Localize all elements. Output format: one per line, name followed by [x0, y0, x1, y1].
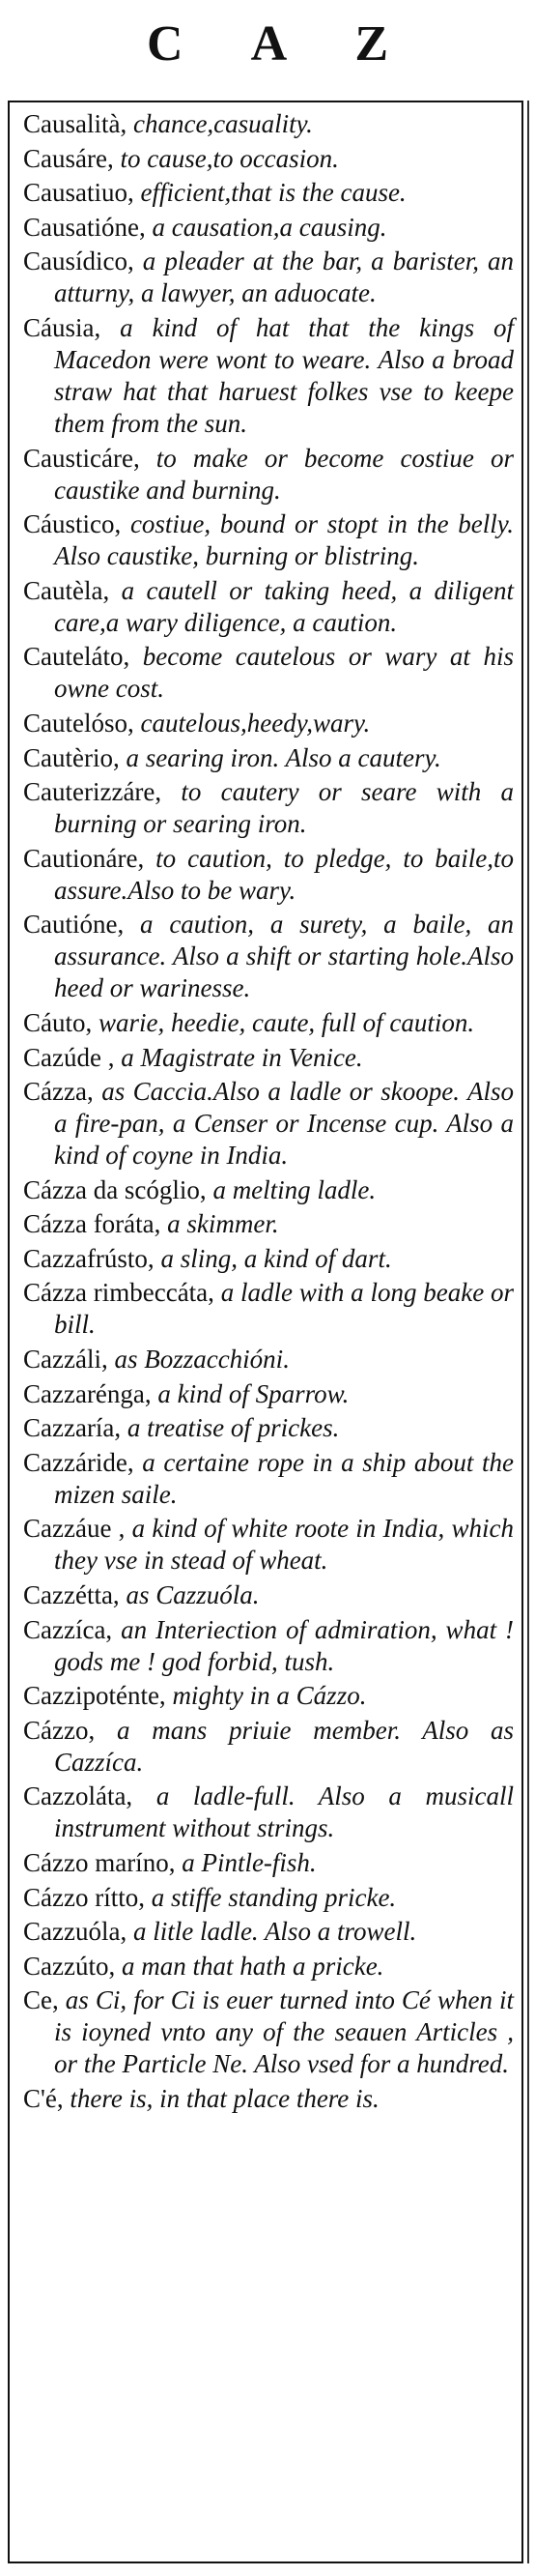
- dictionary-entry: [23, 843, 514, 907]
- entry-headword: Causticáre,: [23, 443, 140, 473]
- entry-definition: to caution, to pledge, to baile,to assure.Also to be wary.: [54, 843, 515, 905]
- entry-headword: Cázza foráta,: [23, 1209, 161, 1239]
- entry-definition: costiue, bound or stopt in the belly. Also caustike, burning or blistring.: [54, 509, 514, 571]
- entry-headword: Cázza,: [23, 1077, 94, 1107]
- entry-headword: Cazzétta,: [23, 1580, 120, 1610]
- dictionary-entry: [23, 1412, 514, 1444]
- dictionary-entry: [23, 246, 514, 309]
- dictionary-entry: [23, 575, 514, 639]
- entry-definition: warie, heedie, caute, full of caution.: [99, 1007, 475, 1037]
- entry-definition: cautelous,heedy,wary.: [140, 708, 371, 738]
- dictionary-entry: [23, 1007, 514, 1039]
- dictionary-entry: [23, 1847, 514, 1879]
- entry-headword: Cázza da scóglio,: [23, 1174, 207, 1204]
- dictionary-entry: [23, 1614, 514, 1678]
- dictionary-entry: [23, 312, 514, 440]
- entry-headword: Cáustico,: [23, 509, 122, 539]
- entry-definition: an Interiection of admiration, what ! gods me ! god forbid, tush.: [54, 1614, 514, 1676]
- column-rule: [527, 101, 529, 2563]
- dictionary-entry: [23, 1951, 514, 1983]
- entry-definition: a Pintle-fish.: [182, 1848, 317, 1877]
- entry-definition: a kind of Sparrow.: [157, 1378, 350, 1408]
- entry-headword: Cázza rimbeccáta,: [23, 1278, 214, 1308]
- dictionary-entry: [23, 177, 514, 209]
- entry-headword: Cautionáre,: [23, 843, 145, 873]
- entry-headword: Cazzafrústo,: [23, 1243, 155, 1273]
- entry-definition: a stiffe standing pricke.: [151, 1882, 397, 1912]
- entry-definition: a pleader at the bar, a barister, an atturny, a lawyer, an aduocate.: [54, 246, 514, 308]
- dictionary-entry: [23, 742, 514, 774]
- entry-headword: Cazzaría,: [23, 1413, 122, 1443]
- dictionary-entry: [23, 1042, 514, 1074]
- entry-definition: a cautell or taking heed, a diligent care,a wary diligence, a caution.: [54, 575, 514, 637]
- entry-list: [23, 108, 514, 2118]
- dictionary-entry: [23, 1174, 514, 1206]
- entry-headword: Cautèrio,: [23, 742, 120, 772]
- dictionary-entry: [23, 143, 514, 175]
- entry-headword: Cázzo rítto,: [23, 1882, 145, 1912]
- dictionary-entry: [23, 1277, 514, 1341]
- entry-definition: to cautery or seare with a burning or searing iron.: [54, 777, 514, 839]
- dictionary-entry: [23, 909, 514, 1004]
- entry-definition: chance,casuality.: [132, 109, 313, 138]
- entry-headword: Cazzíca,: [23, 1614, 113, 1644]
- dictionary-entry: [23, 1680, 514, 1712]
- page-header: [0, 0, 535, 97]
- dictionary-entry: [23, 1378, 514, 1410]
- entry-definition: a sling, a kind of dart.: [160, 1243, 392, 1273]
- dictionary-entry: [23, 212, 514, 244]
- dictionary-entry: [23, 1916, 514, 1948]
- entry-headword: Cazzáue ,: [23, 1514, 126, 1544]
- entry-headword: Causatiuo,: [23, 178, 134, 208]
- dictionary-entry: [23, 776, 514, 840]
- entry-headword: Cáusia,: [23, 312, 101, 342]
- entry-definition: a ladle with a long beake or bill.: [54, 1278, 515, 1340]
- entry-headword: Cautèla,: [23, 575, 110, 605]
- entry-definition: to cause,to occasion.: [120, 143, 339, 173]
- entry-headword: C'é,: [23, 2083, 64, 2113]
- entry-definition: a searing iron. Also a cautery.: [126, 742, 441, 772]
- entry-definition: as Caccia.Also a ladle or skoope. Also a fire-pan, a Censer or Incense cup. Also a kind of coyne in India.: [54, 1077, 514, 1171]
- dictionary-entry: [23, 1513, 514, 1577]
- entry-headword: Cázzo,: [23, 1715, 96, 1745]
- entry-headword: Cazzúto,: [23, 1951, 116, 1981]
- entry-headword: Cazzarénga,: [23, 1378, 152, 1408]
- entry-headword: Cázzo maríno,: [23, 1848, 176, 1877]
- entry-definition: there is, in that place there is.: [70, 2083, 380, 2113]
- dictionary-entry: [23, 1579, 514, 1611]
- entry-definition: a treatise of prickes.: [127, 1413, 340, 1443]
- dictionary-entry: [23, 1243, 514, 1275]
- dictionary-entry: [23, 2083, 514, 2115]
- dictionary-entry: [23, 1715, 514, 1779]
- entry-definition: a skimmer.: [167, 1209, 279, 1239]
- entry-definition: a certaine rope in a ship about the mizen saile.: [54, 1447, 514, 1509]
- dictionary-entry: [23, 508, 514, 572]
- entry-headword: Cazzáride,: [23, 1447, 134, 1477]
- entry-headword: Ce,: [23, 1985, 59, 2015]
- entry-definition: a mans priuie member. Also as Cazzíca.: [54, 1715, 514, 1777]
- entry-definition: as Ci, for Ci is euer turned into Cé when it is ioyned vnto any of the seauen Articles , or the Particle Ne. Also vsed for a hundred.: [54, 1985, 514, 2079]
- entry-definition: a Magistrate in Venice.: [121, 1042, 363, 1072]
- page-title: C A Z: [146, 16, 418, 72]
- entry-definition: a ladle-full. Also a musicall instrument without strings.: [54, 1781, 515, 1843]
- entry-headword: Causatióne,: [23, 212, 146, 242]
- entry-headword: Causáre,: [23, 143, 114, 173]
- dictionary-entry: [23, 443, 514, 507]
- entry-headword: Cautelóso,: [23, 708, 134, 738]
- entry-definition: mighty in a Cázzo.: [172, 1681, 367, 1711]
- dictionary-entry: [23, 1447, 514, 1511]
- dictionary-entry: [23, 641, 514, 705]
- entry-headword: Cáuto,: [23, 1007, 93, 1037]
- entry-definition: as Bozzacchióni.: [114, 1345, 290, 1375]
- dictionary-entry: [23, 1882, 514, 1914]
- entry-headword: Cauterizzáre,: [23, 777, 162, 807]
- entry-definition: a melting ladle.: [212, 1174, 377, 1204]
- dictionary-entry: [23, 1780, 514, 1844]
- dictionary-entry: [23, 708, 514, 739]
- entry-headword: Causídico,: [23, 246, 134, 276]
- entry-definition: a kind of white roote in India, which they vse in stead of wheat.: [54, 1514, 514, 1576]
- dictionary-entry: [23, 1344, 514, 1375]
- entry-headword: Cazzoláta,: [23, 1781, 133, 1811]
- entry-headword: Cautióne,: [23, 910, 125, 940]
- entry-definition: efficient,that is the cause.: [140, 178, 407, 208]
- entry-headword: Cauteláto,: [23, 642, 130, 672]
- entry-headword: Cazzáli,: [23, 1345, 108, 1375]
- entry-headword: Cazzuóla,: [23, 1917, 127, 1947]
- entry-headword: Causalità,: [23, 109, 127, 138]
- dictionary-entry: [23, 1984, 514, 2080]
- dictionary-entry: [23, 108, 514, 140]
- dictionary-entry: [23, 1076, 514, 1172]
- entry-definition: a causation,a causing.: [152, 212, 387, 242]
- dictionary-column: [8, 101, 523, 2563]
- entry-definition: to make or become costiue or caustike and burning.: [54, 443, 514, 505]
- entry-definition: as Cazzuóla.: [126, 1580, 260, 1610]
- entry-headword: Cazúde ,: [23, 1042, 115, 1072]
- entry-definition: a kind of hat that the kings of Macedon were wont to weare. Also a broad straw hat that haruest folkes vse to keepe them from the sun.: [54, 312, 514, 438]
- dictionary-entry: [23, 1208, 514, 1240]
- entry-definition: a litle ladle. Also a trowell.: [132, 1917, 417, 1947]
- entry-headword: Cazzipoténte,: [23, 1681, 166, 1711]
- entry-definition: become cautelous or wary at his owne cost.: [54, 642, 515, 704]
- entry-definition: a caution, a surety, a baile, an assurance. Also a shift or starting hole.Also heed or warinesse.: [54, 910, 515, 1003]
- entry-definition: a man that hath a pricke.: [121, 1951, 384, 1981]
